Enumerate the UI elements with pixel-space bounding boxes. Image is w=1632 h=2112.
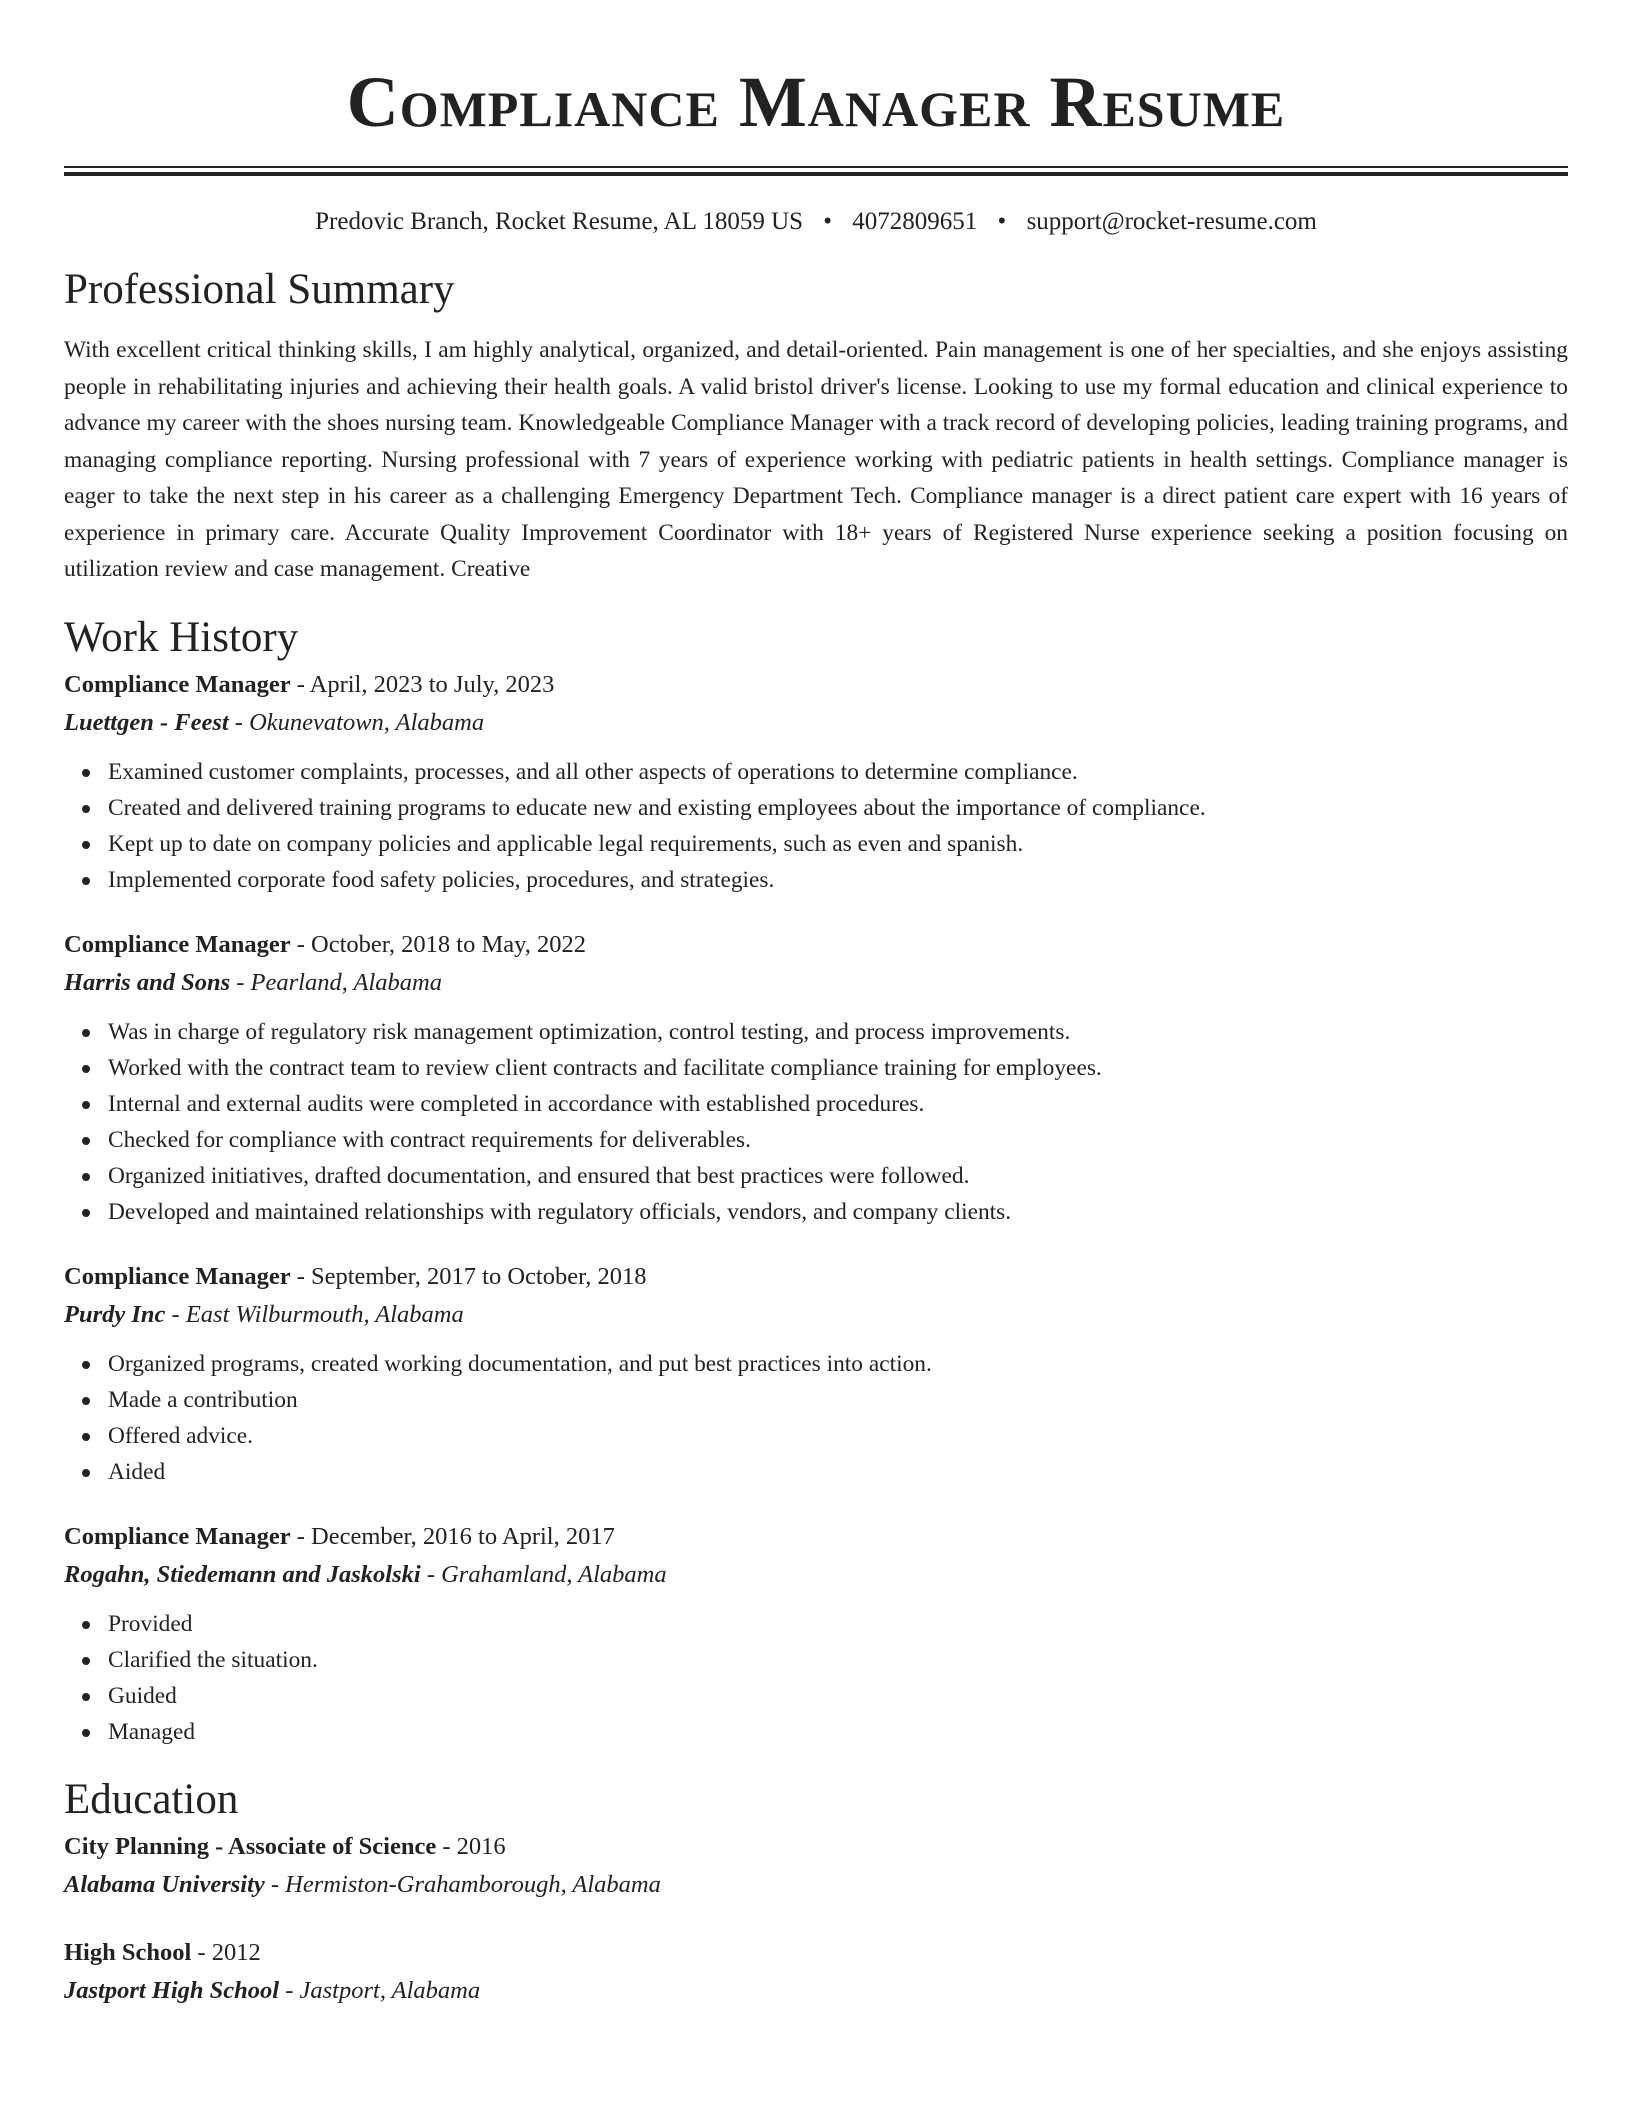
job-company: Luettgen - Feest: [64, 708, 229, 736]
job-heading: [64, 926, 1568, 964]
job-dates: - October, 2018 to May, 2022: [290, 930, 587, 958]
job-entry: [64, 1518, 1568, 1750]
job-bullet: Aided: [108, 1454, 1568, 1490]
job-title: Compliance Manager: [64, 1262, 291, 1290]
job-bullet: Managed: [108, 1714, 1568, 1750]
job-company: Purdy Inc: [64, 1300, 166, 1328]
summary-text: With excellent critical thinking skills, I am highly analytical, organized, and detail-oriented. Pain management is one of her specialties, and she enjoys assisting people in rehabilitating injuries and achieving their health goals. A valid bristol driver's license. Looking to use my formal education and clinical experience to advance my career with the shoes nursing team. Knowledgeable Compliance Manager with a track record of developing policies, leading training programs, and managing compliance reporting. Nursing professional with 7 years of experience working with pediatric patients in health settings. Compliance manager is eager to take the next step in his career as a challenging Emergency Department Tech. Compliance manager is a direct patient care expert with 16 years of experience in primary care. Accurate Quality Improvement Coordinator with 18+ years of Registered Nurse experience seeking a position focusing on utilization review and case management. Creative: [64, 337, 1568, 582]
title-divider: [64, 166, 1568, 176]
education-entry: [64, 1828, 1568, 1904]
job-company: Rogahn, Stiedemann and Jaskolski: [64, 1560, 421, 1588]
education-heading-line: [64, 1934, 1568, 1972]
work-history-heading: Work History: [64, 613, 299, 661]
job-location: - Grahamland, Alabama: [420, 1560, 667, 1588]
education-year: - 2016: [436, 1832, 506, 1860]
job-bullet: Created and delivered training programs to educate new and existing employees about the importance of compliance.: [108, 790, 1568, 826]
education-heading: Education: [64, 1775, 239, 1823]
job-dates: - April, 2023 to July, 2023: [290, 670, 555, 698]
job-bullet: Offered advice.: [108, 1418, 1568, 1454]
job-bullet: Developed and maintained relationships with regulatory officials, vendors, and company clients.: [108, 1194, 1568, 1230]
job-bullet: Worked with the contract team to review client contracts and facilitate compliance training for employees.: [108, 1050, 1568, 1086]
job-entry: [64, 666, 1568, 898]
job-bullets: [64, 1606, 1568, 1750]
education-year: - 2012: [191, 1938, 261, 1966]
job-title: Compliance Manager: [64, 930, 291, 958]
job-company-line: [64, 704, 1568, 742]
job-bullet: Organized initiatives, drafted documentation, and ensured that best practices were followed.: [108, 1158, 1568, 1194]
job-entry: [64, 926, 1568, 1230]
job-bullets: [64, 754, 1568, 898]
job-heading: [64, 1258, 1568, 1296]
education-school: Jastport High School: [64, 1976, 280, 2004]
job-location: - Pearland, Alabama: [230, 968, 443, 996]
job-bullet: Made a contribution: [108, 1382, 1568, 1418]
job-location: - East Wilburmouth, Alabama: [165, 1300, 464, 1328]
job-heading: [64, 666, 1568, 704]
contact-line: [64, 206, 1568, 238]
job-location: - Okunevatown, Alabama: [228, 708, 485, 736]
summary-heading: Professional Summary: [64, 266, 455, 313]
education-school-line: [64, 1972, 1568, 2010]
job-dates: - December, 2016 to April, 2017: [290, 1522, 615, 1550]
education-location: - Hermiston-Grahamborough, Alabama: [264, 1870, 661, 1898]
job-bullet: Implemented corporate food safety policies, procedures, and strategies.: [108, 862, 1568, 898]
contact-email: support@rocket-resume.com: [1026, 208, 1317, 235]
job-bullet: Was in charge of regulatory risk management optimization, control testing, and process improvements.: [108, 1014, 1568, 1050]
education-heading-line: [64, 1828, 1568, 1866]
education-degree: City Planning - Associate of Science: [64, 1832, 437, 1860]
job-title: Compliance Manager: [64, 1522, 291, 1550]
job-bullet: Kept up to date on company policies and applicable legal requirements, such as even and spanish.: [108, 826, 1568, 862]
job-company: Harris and Sons: [64, 968, 231, 996]
job-bullet: Clarified the situation.: [108, 1642, 1568, 1678]
education-location: - Jastport, Alabama: [279, 1976, 481, 2004]
resume-title: Compliance Manager Resume: [346, 62, 1286, 142]
contact-phone: 4072809651: [852, 208, 978, 235]
contact-address: Predovic Branch, Rocket Resume, AL 18059 US: [315, 208, 804, 235]
education-school: Alabama University: [64, 1870, 265, 1898]
job-bullet: Checked for compliance with contract requirements for deliverables.: [108, 1122, 1568, 1158]
job-company-line: [64, 964, 1568, 1002]
job-bullets: [64, 1014, 1568, 1230]
job-bullet: Guided: [108, 1678, 1568, 1714]
job-company-line: [64, 1556, 1568, 1594]
job-title: Compliance Manager: [64, 670, 291, 698]
education-degree: High School: [64, 1938, 192, 1966]
education-school-line: [64, 1866, 1568, 1904]
job-bullet: Provided: [108, 1606, 1568, 1642]
job-bullet: Examined customer complaints, processes, and all other aspects of operations to determine compliance.: [108, 754, 1568, 790]
job-dates: - September, 2017 to October, 2018: [290, 1262, 647, 1290]
job-bullet: Internal and external audits were completed in accordance with established procedures.: [108, 1086, 1568, 1122]
contact-separator: •: [997, 208, 1007, 235]
contact-separator: •: [823, 208, 833, 235]
job-entry: [64, 1258, 1568, 1490]
job-heading: [64, 1518, 1568, 1556]
job-bullets: [64, 1346, 1568, 1490]
resume-page: [64, 0, 1568, 2010]
job-company-line: [64, 1296, 1568, 1334]
education-entry: [64, 1934, 1568, 2010]
job-bullet: Organized programs, created working documentation, and put best practices into action.: [108, 1346, 1568, 1382]
